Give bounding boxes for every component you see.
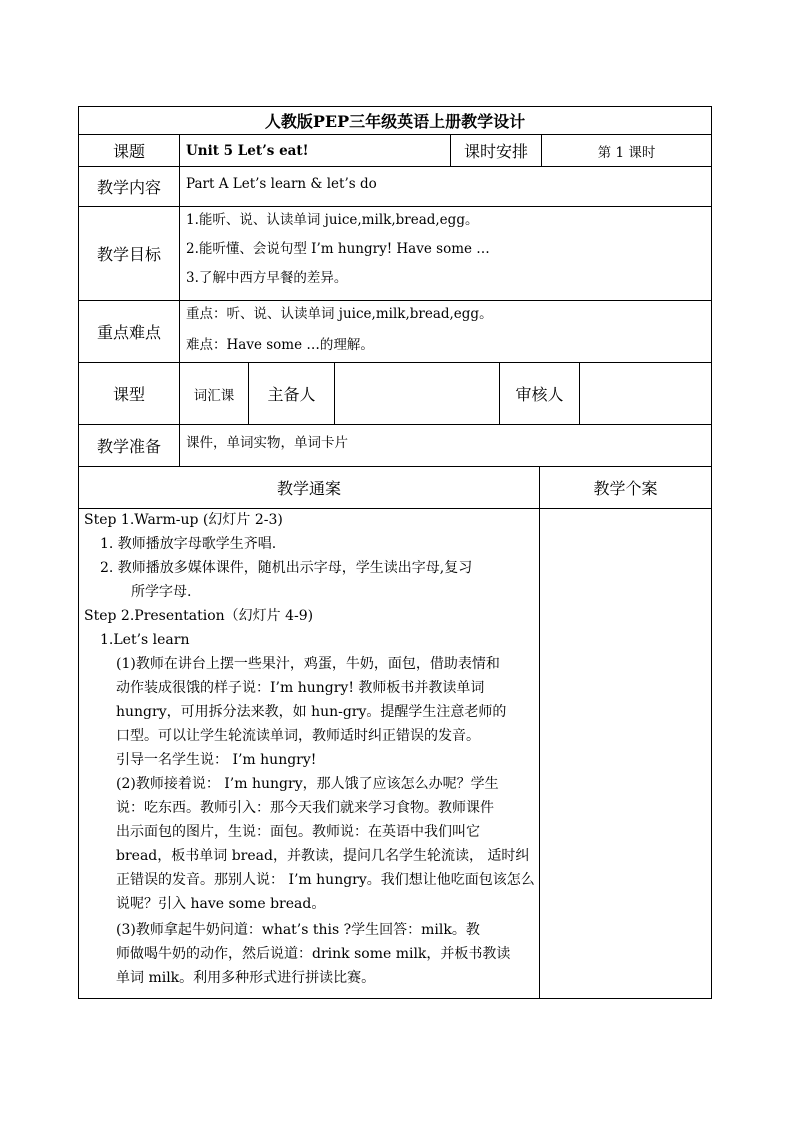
plan-line: 所学字母. <box>131 584 192 600</box>
plan-line: 正错误的发音。那别人说： I’m hungry。我们想让他吃面包该怎么 <box>116 872 535 888</box>
plan-line: 2. 教师播放多媒体课件，随机出示字母，学生读出字母,复习 <box>100 560 473 576</box>
schedule-value: 第 1 课时 <box>597 144 656 161</box>
preparer-label: 主备人 <box>267 385 316 404</box>
common-plan-header: 教学通案 <box>276 479 341 498</box>
plan-line: 说呢？引入 have some bread。 <box>116 896 326 912</box>
document-title: 人教版PEP三年级英语上册教学设计 <box>264 112 526 131</box>
plan-line: (2)教师接着说： I’m hungry，那人饿了应该怎么办呢？学生 <box>116 776 499 792</box>
plan-line: Step 2.Presentation（幻灯片 4-9) <box>84 608 314 624</box>
plan-line: 单词 milk。利用多种形式进行拼读比赛。 <box>116 970 376 986</box>
prep-value: 课件，单词实物，单词卡片 <box>186 435 348 451</box>
preparer-value <box>335 363 499 424</box>
content-label: 教学内容 <box>96 178 161 197</box>
plan-line: 出示面包的图片，生说：面包。教师说：在英语中我们叫它 <box>116 824 480 840</box>
plan-line: 动作装成很饿的样子说：I’m hungry! 教师板书并教读单词 <box>116 680 485 696</box>
rule-bottom <box>78 998 712 999</box>
topic-label: 课题 <box>112 142 145 161</box>
schedule-label: 课时安排 <box>463 142 528 161</box>
reviewer-label: 审核人 <box>515 385 564 404</box>
plan-line: hungry，可用拆分法来教，如 hun-gry。提醒学生注意老师的 <box>116 704 507 720</box>
plan-line: 师做喝牛奶的动作，然后说道：drink some milk，并板书教读 <box>116 946 511 962</box>
prep-label: 教学准备 <box>96 437 161 456</box>
goal-line: 3.了解中西方早餐的差异。 <box>186 270 348 286</box>
plan-line: 1. 教师播放字母歌学生齐唱. <box>100 536 277 552</box>
plan-line: (1)教师在讲台上摆一些果汁，鸡蛋，牛奶，面包，借助表情和 <box>116 656 500 672</box>
keypoint-line: 重点：听、说、认读单词 juice,milk,bread,egg。 <box>186 306 493 322</box>
plan-line: bread，板书单词 bread，并教读，提问几名学生轮流读， 适时纠 <box>116 848 530 864</box>
type-value: 词汇课 <box>193 387 235 404</box>
plan-line: Step 1.Warm-up (幻灯片 2-3) <box>84 512 283 528</box>
rule-8 <box>78 508 712 509</box>
type-label: 课型 <box>112 385 145 404</box>
plan-column-rule <box>539 466 540 999</box>
border-right <box>711 106 712 999</box>
reviewer-value <box>580 363 711 424</box>
plan-line: 说：吃东西。教师引入：那今天我们就来学习食物。教师课件 <box>116 800 494 816</box>
individual-plan-header: 教学个案 <box>593 479 658 498</box>
keypoints-label: 重点难点 <box>96 323 161 342</box>
plan-line: 1.Let’s learn <box>100 632 190 648</box>
plan-line: 口型。可以让学生轮流读单词，教师适时纠正错误的发音。 <box>116 728 480 744</box>
keypoint-line: 难点：Have some …的理解。 <box>186 337 374 353</box>
goal-line: 1.能听、说、认读单词 juice,milk,bread,egg。 <box>186 212 479 228</box>
plan-line: (3)教师拿起牛奶问道：what’s this ?学生回答：milk。教 <box>116 922 480 938</box>
goals-label: 教学目标 <box>96 245 161 264</box>
topic-value: Unit 5 Let’s eat! <box>186 143 309 159</box>
goal-line: 2.能听懂、会说句型 I’m hungry! Have some … <box>186 241 490 257</box>
plan-line: 引导一名学生说： I’m hungry! <box>116 752 317 768</box>
content-value: Part A Let’s learn & let’s do <box>186 176 377 192</box>
